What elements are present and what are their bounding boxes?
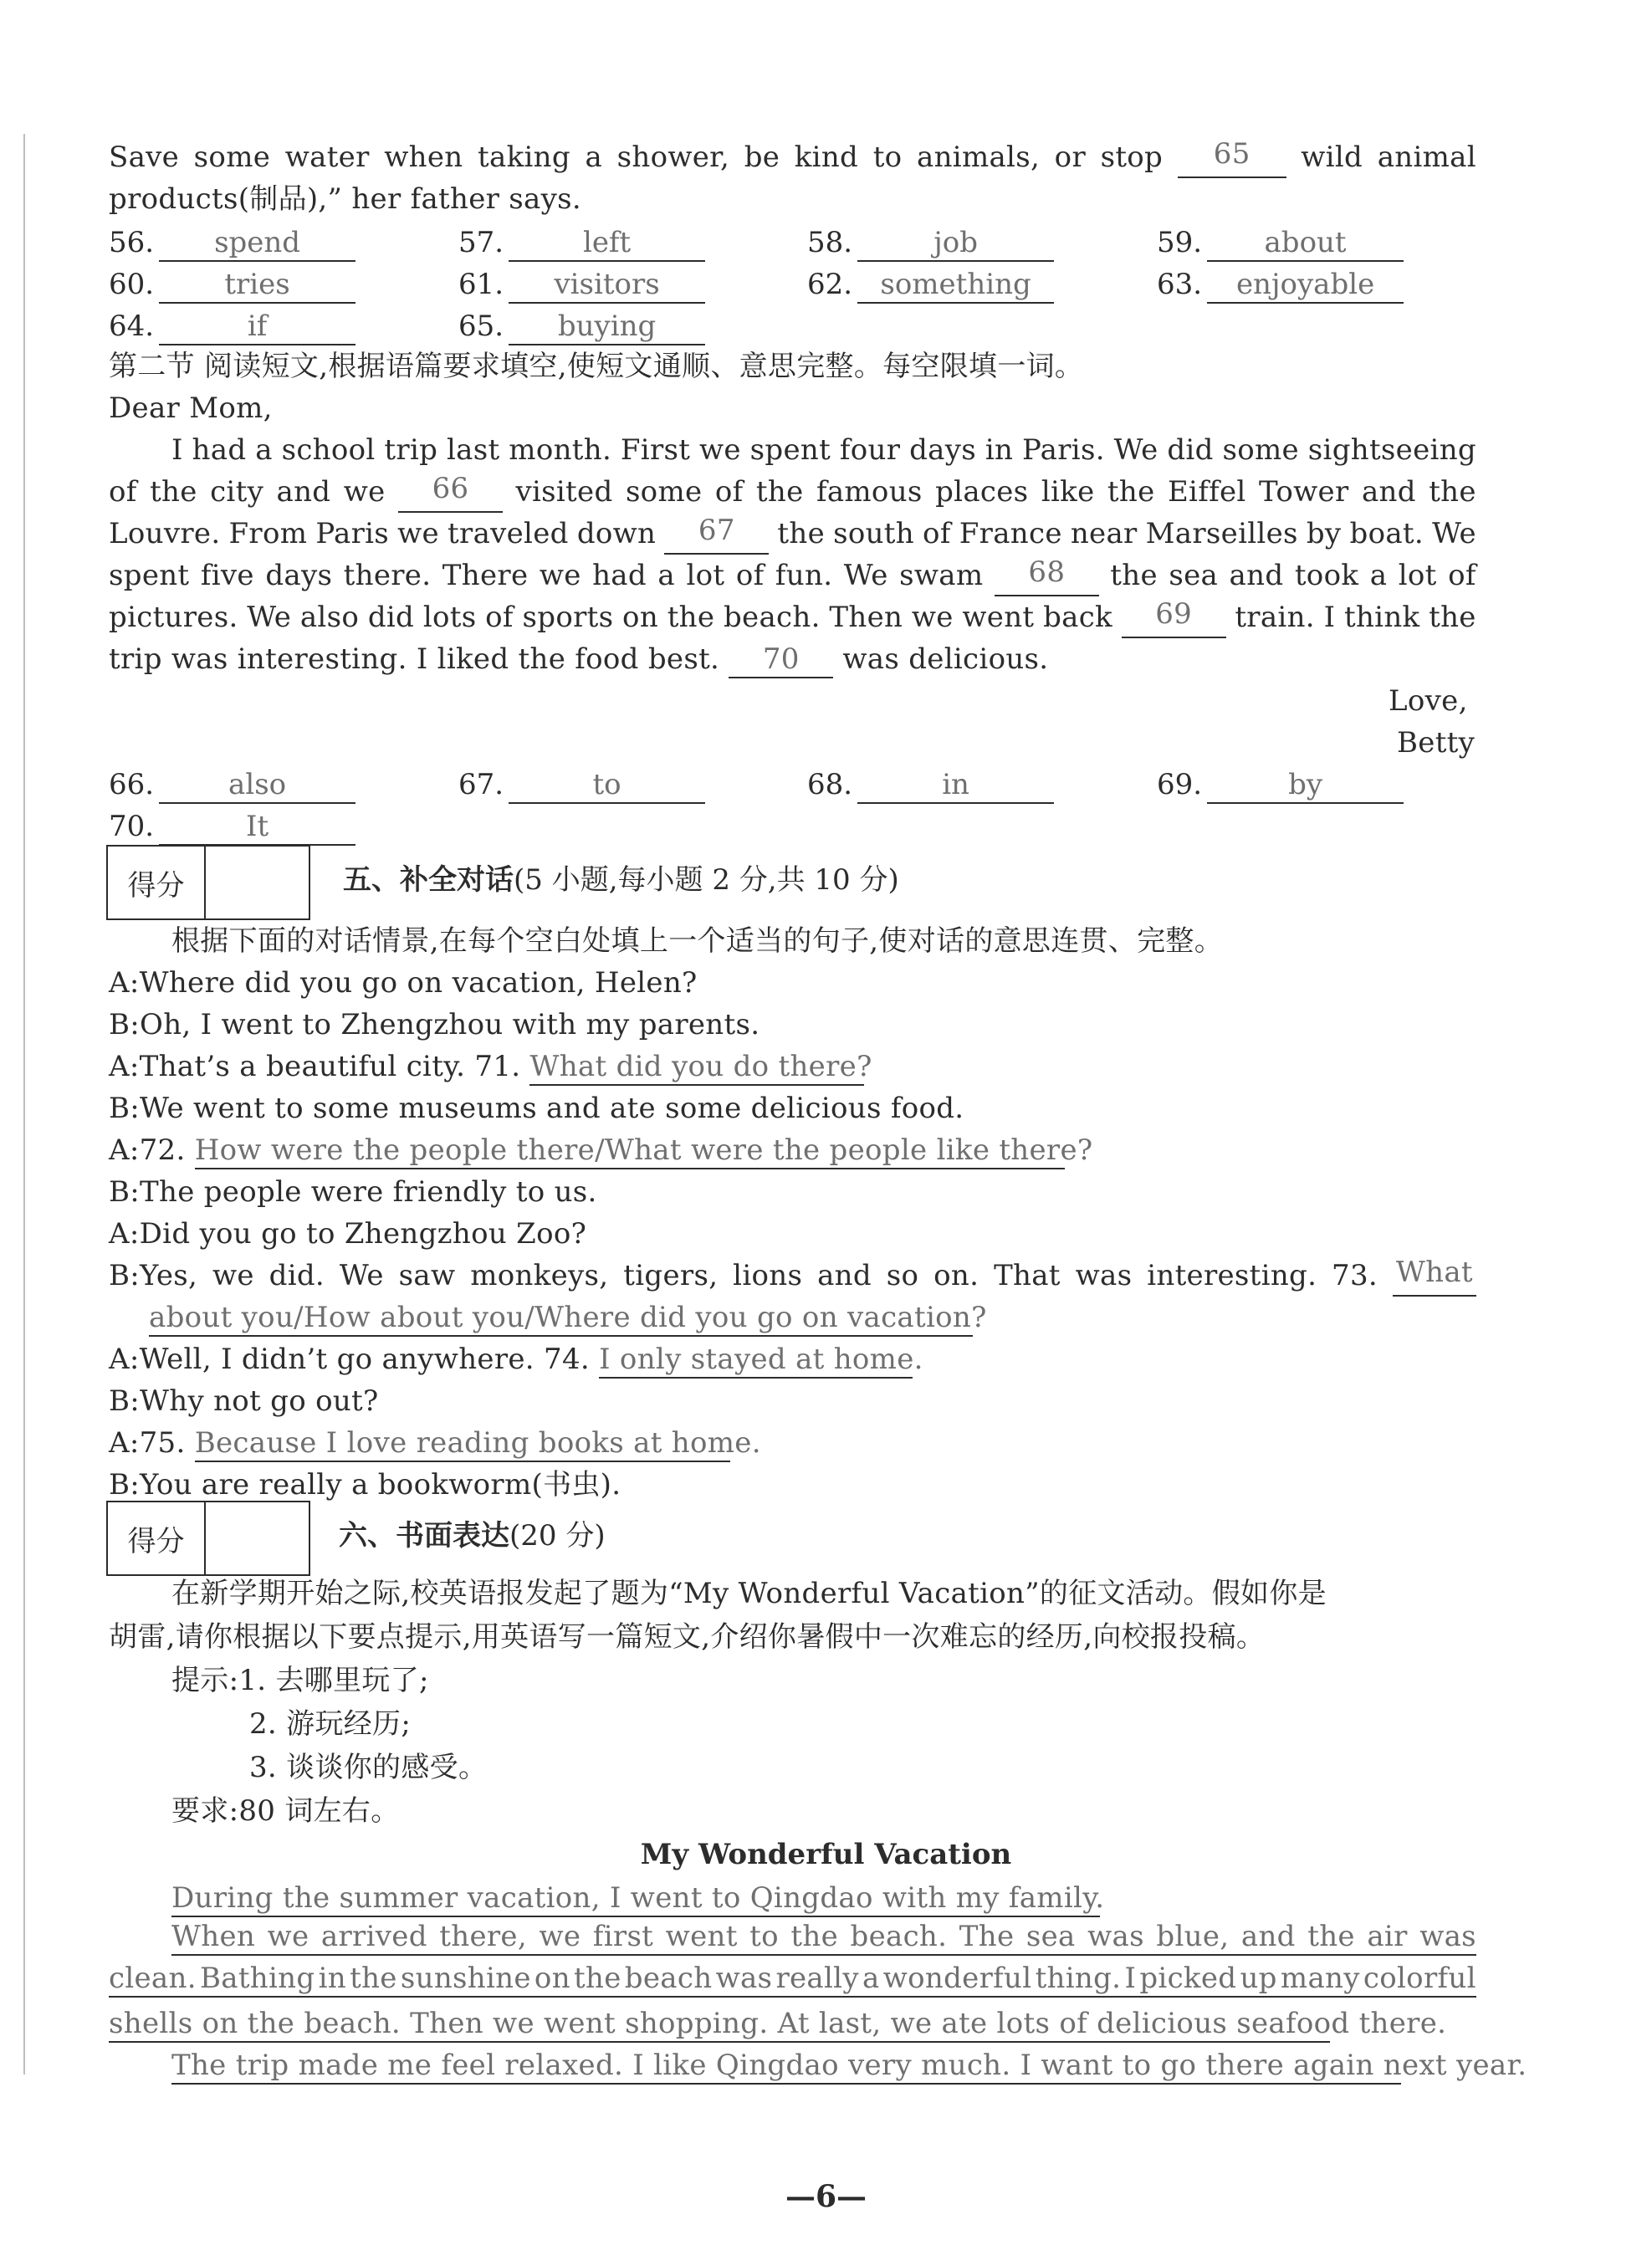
essay-line xyxy=(109,1961,1476,1998)
answer-item xyxy=(458,222,705,263)
essay-word: thing. xyxy=(1035,1962,1122,1995)
dialog-word: B:Yes, xyxy=(109,1259,198,1292)
letter-word: the xyxy=(1110,559,1158,592)
letter-word: school xyxy=(281,433,376,467)
passage-word: some xyxy=(193,141,271,174)
blank-65: 65 xyxy=(1178,136,1286,178)
letter-word: Paris. xyxy=(1022,433,1105,467)
letter-word: delicious. xyxy=(908,642,1049,676)
answer-number: 66. xyxy=(109,768,155,801)
letter-word: Louvre. xyxy=(109,517,221,550)
section6-prompt-2: 胡雷,请你根据以下要点提示,用英语写一篇短文,介绍你暑假中一次难忘的经历,向校报投稿。 xyxy=(109,1620,1266,1654)
letter-word: back xyxy=(1043,601,1112,634)
essay-word: on xyxy=(534,1962,570,1995)
letter-word: France xyxy=(959,517,1062,550)
passage-word: Save xyxy=(109,141,180,174)
dialog-text: A:That’s a beautiful city. 71. xyxy=(109,1050,521,1083)
section6-heading xyxy=(339,1515,606,1557)
answer-number: 56. xyxy=(109,226,155,259)
section5-note: (5 小题,每小题 2 分,共 10 分) xyxy=(514,863,899,897)
letter-word: and xyxy=(1229,559,1284,592)
essay-word: picked xyxy=(1139,1962,1237,1995)
letter-word: of xyxy=(485,601,514,634)
section5-title: 五、补全对话 xyxy=(343,863,514,897)
score-box-5 xyxy=(106,845,310,920)
letter-word: I xyxy=(171,433,183,467)
letter-word: down xyxy=(576,517,657,550)
answer-73-text: about you/How about you/Where did you go on vacation xyxy=(149,1301,972,1334)
essay-text: During the summer vacation, I went to Qingdao with my family. xyxy=(171,1880,1100,1917)
dialog-word: That xyxy=(994,1259,1061,1292)
essay-text xyxy=(109,1961,1476,1998)
letter-word: boat. xyxy=(1349,517,1424,550)
letter-word: in xyxy=(985,433,1014,467)
letter-word: took xyxy=(1294,559,1359,592)
essay-word: to xyxy=(749,1920,779,1953)
answer-number: 60. xyxy=(109,268,155,301)
letter-closing: Love, xyxy=(1389,684,1468,718)
dialog-word: tigers, xyxy=(623,1259,719,1292)
hint-3: 3. 谈谈你的感受。 xyxy=(249,1751,488,1784)
answer-72-punct: ? xyxy=(1077,1133,1093,1167)
section5-instruction: 根据下面的对话情景,在每个空白处填上一个适当的句子,使对话的意思连贯、完整。 xyxy=(171,924,1224,958)
essay-word: many xyxy=(1280,1962,1360,1995)
letter-word: did xyxy=(367,601,415,634)
answer-item xyxy=(807,263,1054,305)
dialog-word: 73. xyxy=(1332,1259,1378,1292)
letter-word: There xyxy=(442,559,529,592)
letter-word: the xyxy=(667,601,715,634)
dialog-word: saw xyxy=(398,1259,456,1292)
essay-word: sunshine xyxy=(400,1962,531,1995)
letter-word: we xyxy=(539,559,581,592)
letter-word: spent xyxy=(109,559,190,592)
letter-word: places xyxy=(935,475,1029,509)
score-label: 得分 xyxy=(108,847,206,918)
essay-line xyxy=(171,1919,1476,1956)
letter-word: food xyxy=(575,642,639,676)
letter-line xyxy=(109,471,1476,513)
essay-line xyxy=(171,1877,1105,1919)
essay-word: was xyxy=(715,1962,773,1995)
answer-value: buying xyxy=(509,309,705,345)
answer-72 xyxy=(194,1133,1093,1169)
letter-word: sightseeing xyxy=(1307,433,1476,467)
dialog-line-2: B:Oh, I went to Zhengzhou with my parents. xyxy=(109,1008,760,1041)
essay-word: clean. xyxy=(109,1962,197,1995)
answer-73-cont xyxy=(149,1300,987,1337)
letter-word: we xyxy=(343,475,386,509)
letter-word: famous xyxy=(816,475,923,509)
essay-word: arrived xyxy=(320,1920,427,1953)
essay-word: was xyxy=(1419,1920,1476,1953)
letter-word: a xyxy=(1369,559,1388,592)
essay-word: air xyxy=(1367,1920,1408,1953)
essay-word: The xyxy=(959,1920,1015,1953)
blank-70: 70 xyxy=(729,642,833,678)
requirement: 要求:80 词左右。 xyxy=(171,1794,400,1828)
answer-item xyxy=(807,764,1054,806)
letter-word: liked xyxy=(437,642,509,676)
answer-value: left xyxy=(509,225,705,262)
essay-text xyxy=(171,1919,1476,1956)
letter-word: the xyxy=(755,475,804,509)
passage-word: water xyxy=(284,141,370,174)
answer-value: to xyxy=(509,767,705,804)
essay-word: first xyxy=(592,1920,654,1953)
essay-word: colorful xyxy=(1363,1962,1476,1995)
letter-word: days xyxy=(265,559,333,592)
section2-heading: 第二节 阅读短文,根据语篇要求填空,使短文通顺、意思完整。每空限填一词。 xyxy=(109,350,1084,383)
answer-item xyxy=(109,764,355,806)
essay-word: When xyxy=(171,1920,256,1953)
passage-line-1 xyxy=(109,136,1476,178)
letter-word: we xyxy=(911,601,954,634)
letter-word: From xyxy=(228,517,308,550)
essay-word: a xyxy=(862,1962,880,1995)
dialog-line-13: B:You are really a bookworm(书虫). xyxy=(109,1468,621,1502)
answer-number: 58. xyxy=(807,226,853,259)
letter-word: sea xyxy=(1169,559,1219,592)
letter-word: trip xyxy=(384,433,438,467)
essay-word: beach xyxy=(624,1962,713,1995)
letter-word: by xyxy=(1306,517,1342,550)
answer-75-text: Because I love reading books at home xyxy=(194,1426,752,1460)
letter-word: five xyxy=(200,559,254,592)
answer-74-text: I only stayed at home xyxy=(599,1343,914,1376)
dialog-word: so xyxy=(886,1259,919,1292)
dialog-word: interesting. xyxy=(1147,1259,1317,1292)
section6-note: (20 分) xyxy=(509,1519,606,1553)
dialog-line-7: A:Did you go to Zhengzhou Zoo? xyxy=(109,1217,587,1251)
letter-word: lot xyxy=(686,559,725,592)
passage-word: wild xyxy=(1301,141,1363,174)
answer-71-punct: ? xyxy=(857,1050,872,1083)
blank-68: 68 xyxy=(995,555,1099,596)
essay-word: went xyxy=(665,1920,738,1953)
answer-number: 70. xyxy=(109,810,155,843)
dialog-text: A:75. xyxy=(109,1426,186,1460)
answer-75-punct: . xyxy=(751,1426,761,1460)
letter-signature: Betty xyxy=(1397,726,1476,760)
dialog-line-9 xyxy=(149,1297,987,1338)
dialog-word: and xyxy=(817,1259,872,1292)
essay-word: sea xyxy=(1025,1920,1076,1953)
passage-word: stop xyxy=(1100,141,1164,174)
letter-word: had xyxy=(192,433,247,467)
letter-word: we xyxy=(699,433,741,467)
letter-word: think xyxy=(1344,601,1420,634)
essay-line xyxy=(109,2003,1447,2044)
dialog-line-4: B:We went to some museums and ate some delicious food. xyxy=(109,1092,964,1125)
blank-69: 69 xyxy=(1122,596,1226,638)
letter-word: the xyxy=(1429,601,1476,634)
letter-line xyxy=(109,638,1048,680)
answer-value: spend xyxy=(159,225,355,262)
letter-line xyxy=(171,429,1476,471)
essay-word: the xyxy=(790,1920,839,1953)
dialog-line-6: B:The people were friendly to us. xyxy=(109,1175,597,1209)
letter-word: and xyxy=(276,475,331,509)
letter-greeting: Dear Mom, xyxy=(109,391,273,425)
answer-item xyxy=(109,222,355,263)
essay-word: we xyxy=(267,1920,309,1953)
letter-word: on xyxy=(622,601,659,634)
answer-value: about xyxy=(1207,225,1404,262)
blank-67: 67 xyxy=(664,513,769,555)
essay-word: blue, xyxy=(1156,1920,1230,1953)
letter-word: days xyxy=(909,433,977,467)
answer-number: 62. xyxy=(807,268,853,301)
letter-word: last xyxy=(447,433,500,467)
passage-word: when xyxy=(384,141,463,174)
letter-word: had xyxy=(592,559,647,592)
score-box-6 xyxy=(106,1501,310,1576)
dialog-word: did. xyxy=(269,1259,325,1292)
letter-word: of xyxy=(923,517,951,550)
dialog-word: We xyxy=(339,1259,384,1292)
margin-line xyxy=(23,134,25,2075)
answer-74-punct: . xyxy=(913,1343,923,1376)
letter-word: We xyxy=(247,601,292,634)
letter-word: went xyxy=(962,601,1035,634)
essay-word: we xyxy=(539,1920,581,1953)
answer-number: 65. xyxy=(458,310,504,343)
essay-word: in xyxy=(318,1962,346,1995)
answer-item xyxy=(458,764,705,806)
answer-number: 63. xyxy=(1157,268,1203,301)
letter-word: pictures. xyxy=(109,601,238,634)
letter-word: I xyxy=(1323,601,1336,634)
letter-word: four xyxy=(839,433,901,467)
dialog-line-1: A:Where did you go on vacation, Helen? xyxy=(109,966,698,1000)
letter-word: We xyxy=(843,559,888,592)
letter-word: interesting. xyxy=(237,642,407,676)
essay-word: the xyxy=(350,1962,397,1995)
passage-word: shower, xyxy=(616,141,730,174)
letter-word: We xyxy=(1432,517,1476,550)
dialog-word: was xyxy=(1075,1259,1133,1292)
letter-word: the xyxy=(1429,475,1476,509)
letter-word: of xyxy=(109,475,137,509)
letter-line xyxy=(109,555,1476,596)
essay-word: wonderful xyxy=(882,1962,1032,1995)
letter-word: sports xyxy=(522,601,614,634)
passage-word: a xyxy=(585,141,603,174)
essay-word: I xyxy=(1124,1962,1137,1995)
essay-word: the xyxy=(574,1962,621,1995)
answer-value: tries xyxy=(159,267,355,304)
answer-value: enjoyable xyxy=(1207,267,1404,304)
answer-value: also xyxy=(159,767,355,804)
dialog-word: on. xyxy=(933,1259,979,1292)
letter-word: the xyxy=(518,642,566,676)
letter-word: Tower xyxy=(1259,475,1349,509)
dialog-word: monkeys, xyxy=(470,1259,609,1292)
answer-73: What xyxy=(1393,1255,1476,1297)
letter-word: the xyxy=(1107,475,1155,509)
letter-word: month. xyxy=(509,433,612,467)
hint-2: 2. 游玩经历; xyxy=(249,1707,412,1741)
answer-71-text: What did you do there xyxy=(529,1050,857,1083)
dialog-word: we xyxy=(212,1259,254,1292)
answer-value: It xyxy=(159,809,355,846)
letter-word: lots xyxy=(422,601,477,634)
answer-number: 61. xyxy=(458,268,504,301)
letter-word: the xyxy=(777,517,825,550)
hint-1: 提示:1. 去哪里玩了; xyxy=(171,1664,429,1697)
passage-word: animal xyxy=(1377,141,1476,174)
letter-word: visited xyxy=(515,475,613,509)
letter-line xyxy=(109,596,1476,638)
essay-word: and xyxy=(1240,1920,1296,1953)
letter-word: also xyxy=(299,601,360,634)
answer-number: 57. xyxy=(458,226,504,259)
section6-title: 六、书面表达 xyxy=(339,1519,509,1553)
answer-item xyxy=(458,263,705,305)
letter-word: was xyxy=(171,642,228,676)
essay-word: was xyxy=(1087,1920,1144,1953)
dialog-text: A:Well, I didn’t go anywhere. 74. xyxy=(109,1343,590,1376)
letter-word: some xyxy=(1222,433,1299,467)
answer-item xyxy=(1157,764,1404,806)
letter-word: like xyxy=(1041,475,1095,509)
essay-word: beach. xyxy=(850,1920,948,1953)
answer-value: something xyxy=(857,267,1054,304)
essay-word: really xyxy=(775,1962,859,1995)
letter-word: First xyxy=(620,433,691,467)
score-label: 得分 xyxy=(108,1502,206,1574)
answer-value: in xyxy=(857,767,1054,804)
letter-word: we xyxy=(397,517,439,550)
essay-text: The trip made me feel relaxed. I like Qingdao very much. I want to go there again next year. xyxy=(171,2048,1401,2085)
letter-word: of xyxy=(735,559,765,592)
passage-line-2: products(制品),” her father says. xyxy=(109,182,581,216)
essay-text: shells on the beach. Then we went shopping. At last, we ate lots of delicious seafood there. xyxy=(109,2006,1330,2043)
letter-word: did xyxy=(1167,433,1214,467)
answer-number: 67. xyxy=(458,768,504,801)
letter-word: there. xyxy=(343,559,432,592)
passage-word: or xyxy=(1054,141,1086,174)
answer-value: job xyxy=(857,225,1054,262)
letter-word: best. xyxy=(647,642,720,676)
page-number: —6— xyxy=(785,2179,867,2214)
essay-word: the xyxy=(1307,1920,1355,1953)
letter-word: near xyxy=(1070,517,1138,550)
dialog-line-3 xyxy=(109,1046,872,1087)
letter-line xyxy=(109,513,1476,555)
answer-item xyxy=(109,806,355,847)
letter-word: swam xyxy=(899,559,984,592)
letter-word: I xyxy=(416,642,428,676)
answer-72-text: How were the people there/What were the people like there xyxy=(194,1133,1077,1167)
letter-word: the xyxy=(150,475,197,509)
letter-word: Marseilles xyxy=(1145,517,1298,550)
essay-word: Bathing xyxy=(199,1962,315,1995)
answer-73-punct: ? xyxy=(971,1301,987,1334)
answer-value: visitors xyxy=(509,267,705,304)
dialog-line-5 xyxy=(109,1129,1093,1171)
answer-number: 68. xyxy=(807,768,853,801)
letter-word: of xyxy=(1448,559,1476,592)
letter-word: spent xyxy=(749,433,831,467)
passage-word: kind xyxy=(794,141,859,174)
letter-word: Eiffel xyxy=(1167,475,1246,509)
answer-number: 69. xyxy=(1157,768,1203,801)
letter-word: some xyxy=(625,475,703,509)
letter-word: train. xyxy=(1235,601,1315,634)
dialog-line-8 xyxy=(109,1255,1476,1297)
letter-word: traveled xyxy=(448,517,569,550)
dialog-word: lions xyxy=(733,1259,803,1292)
essay-word: up xyxy=(1240,1962,1277,1995)
answer-item xyxy=(1157,222,1404,263)
letter-word: Paris xyxy=(315,517,390,550)
dialog-line-10 xyxy=(109,1338,923,1380)
passage-word: taking xyxy=(478,141,570,174)
answer-item xyxy=(109,263,355,305)
answer-value: if xyxy=(159,309,355,345)
section5-heading xyxy=(343,859,899,901)
letter-word: fun. xyxy=(775,559,833,592)
answer-item xyxy=(109,305,355,347)
letter-word: beach. xyxy=(723,601,821,634)
answer-value: by xyxy=(1207,767,1404,804)
section6-prompt-1: 在新学期开始之际,校英语报发起了题为“My Wonderful Vacation”的征文活动。假如你是 xyxy=(171,1577,1327,1610)
letter-word: was xyxy=(842,642,900,676)
letter-word: trip xyxy=(109,642,162,676)
essay-line xyxy=(171,2044,1527,2086)
answer-71 xyxy=(529,1049,872,1086)
passage-word: be xyxy=(744,141,780,174)
dialog-text: A:72. xyxy=(109,1133,186,1167)
passage-word: to xyxy=(872,141,903,174)
answer-number: 64. xyxy=(109,310,155,343)
answer-75 xyxy=(194,1425,761,1462)
dialog-line-11: B:Why not go out? xyxy=(109,1384,379,1418)
letter-word: a xyxy=(657,559,675,592)
answer-item xyxy=(807,222,1054,263)
essay-title: My Wonderful Vacation xyxy=(640,1838,1012,1871)
letter-word: We xyxy=(1113,433,1158,467)
letter-word: lot xyxy=(1398,559,1437,592)
letter-word: city xyxy=(210,475,264,509)
letter-word: Then xyxy=(829,601,903,634)
answer-74 xyxy=(599,1342,923,1379)
passage-word: animals, xyxy=(917,141,1041,174)
letter-word: south xyxy=(833,517,914,550)
essay-word: there, xyxy=(439,1920,527,1953)
blank-66: 66 xyxy=(398,471,503,513)
answer-number: 59. xyxy=(1157,226,1203,259)
letter-word: a xyxy=(255,433,273,467)
answer-item xyxy=(1157,263,1404,305)
letter-word: of xyxy=(714,475,744,509)
letter-word: and xyxy=(1361,475,1416,509)
dialog-line-12 xyxy=(109,1422,761,1464)
answer-item xyxy=(458,305,705,347)
